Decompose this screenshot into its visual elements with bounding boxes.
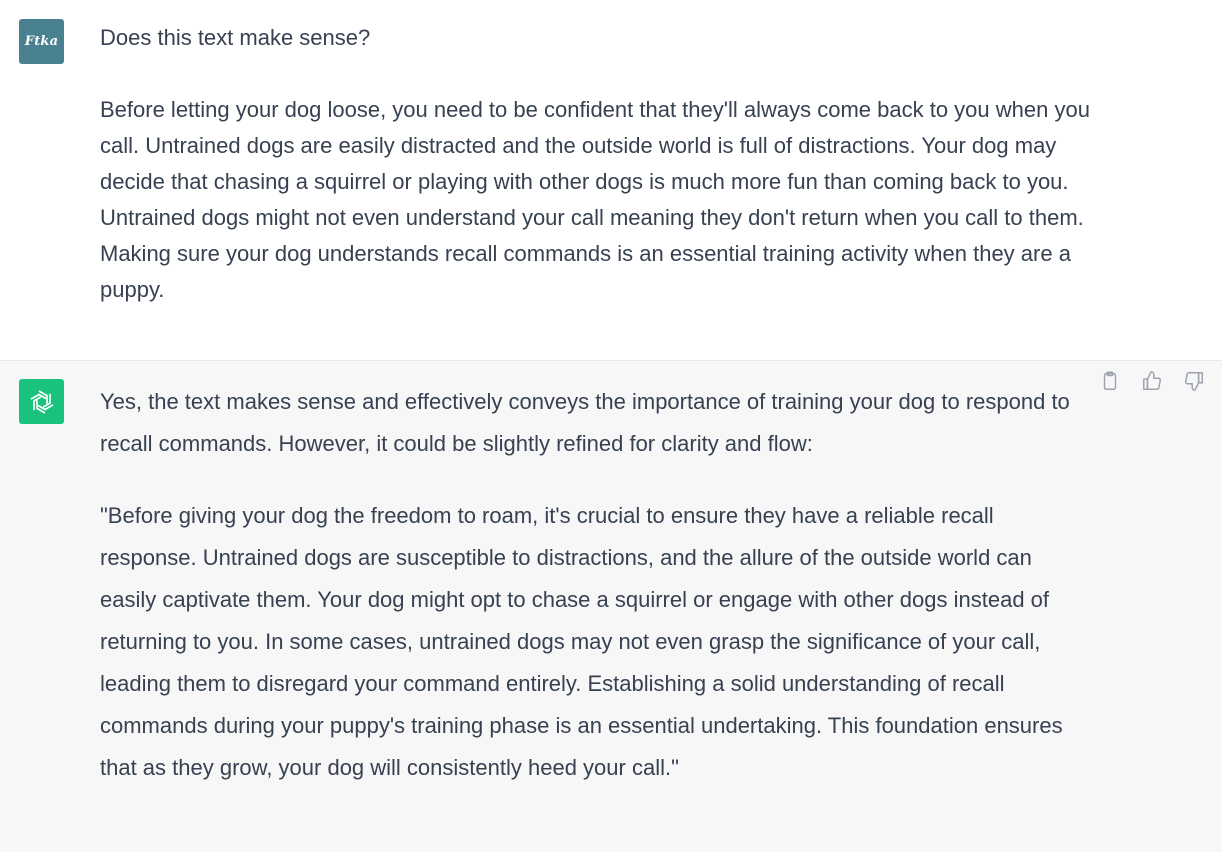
user-message-content [100, 20, 1090, 308]
assistant-avatar [19, 379, 64, 424]
message-actions [1096, 367, 1208, 395]
thumbs-up-icon [1141, 370, 1163, 392]
assistant-message-row [0, 361, 1222, 852]
thumbs-down-button[interactable] [1180, 367, 1208, 395]
user-message-question: Does this text make sense? [100, 25, 371, 50]
assistant-message-intro: Yes, the text makes sense and effectively conveys the importance of training your dog to respond to recall commands. However, it could be slightly refined for clarity and flow: [100, 389, 1070, 456]
copy-button[interactable] [1096, 367, 1124, 395]
user-message-row [0, 0, 1222, 361]
user-avatar [19, 19, 64, 64]
clipboard-icon [1099, 370, 1121, 392]
assistant-message-revision: "Before giving your dog the freedom to roam, it's crucial to ensure they have a reliable recall response. Untrained dogs are susceptible to distractions, and the allure of the outside world can easily captivate them. Your dog might opt to chase a squirrel or engage with other dogs instead of returning to you. In some cases, untrained dogs may not even grasp the significance of your call, leading them to disregard your command entirely. Establishing a solid understanding of recall commands during your puppy's training phase is an essential undertaking. This foundation ensures that as they grow, your dog will consistently heed your call." [100, 503, 1063, 780]
assistant-message-content [100, 381, 1090, 789]
user-avatar-logo: Ftka [24, 34, 59, 49]
user-message-paragraph: Before letting your dog loose, you need to be confident that they'll always come back to you when you call. Untrained dogs are easily distracted and the outside world is full of distractions. Your dog may decide that chasing a squirrel or playing with other dogs is much more fun than coming back to you. Untrained dogs might not even understand your call meaning they don't return when you call to them. Making sure your dog understands recall commands is an essential training activity when they are a puppy. [100, 97, 1090, 302]
thumbs-down-icon [1183, 370, 1205, 392]
thumbs-up-button[interactable] [1138, 367, 1166, 395]
openai-logo-icon [26, 386, 58, 418]
